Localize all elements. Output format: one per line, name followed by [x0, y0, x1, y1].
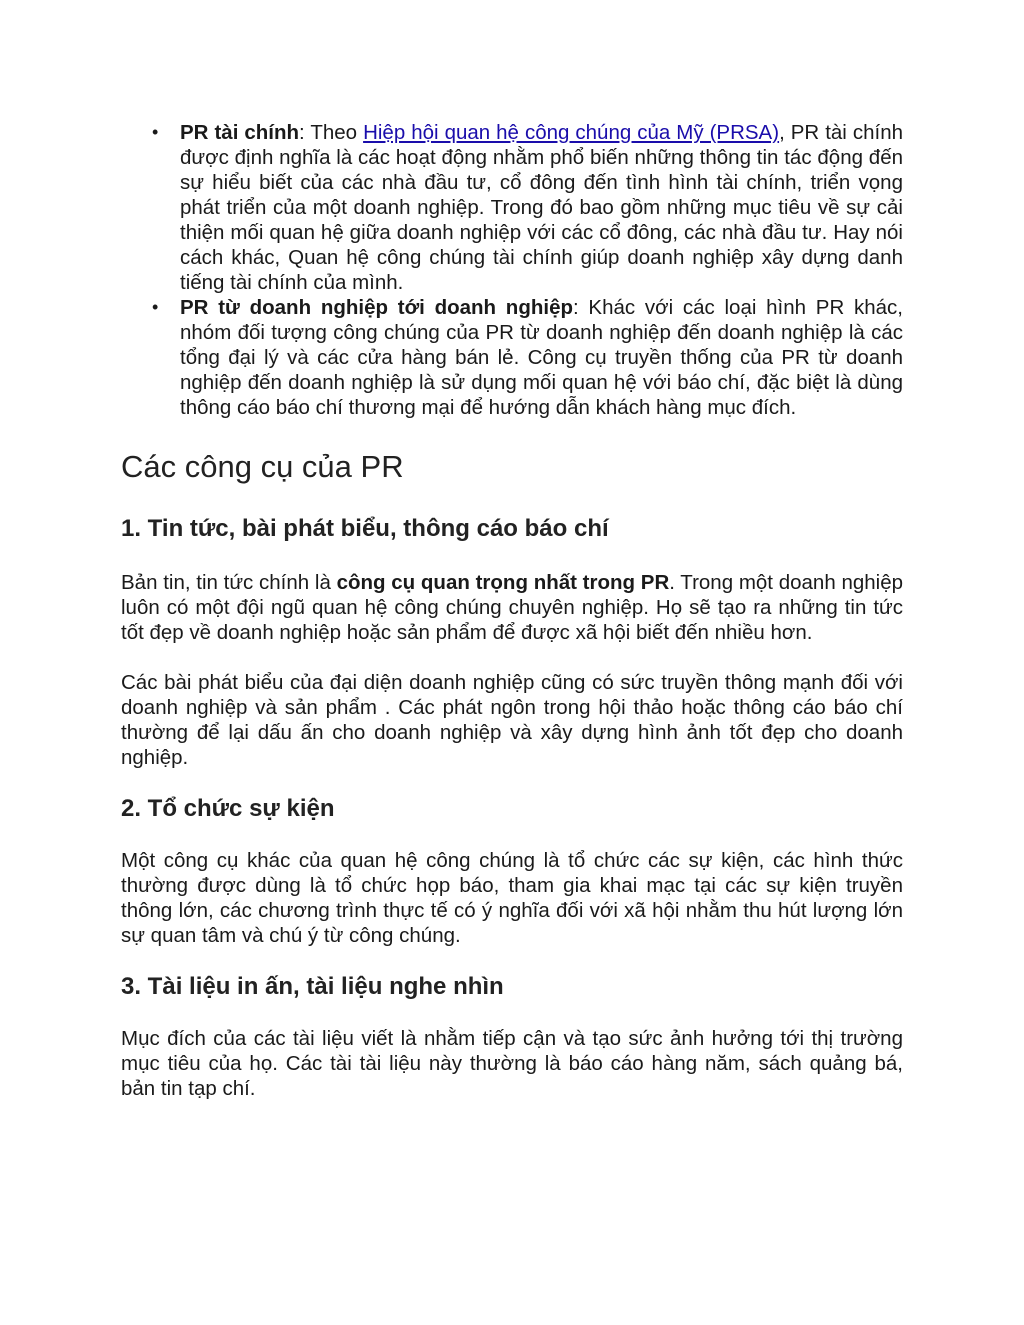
paragraph: Các bài phát biểu của đại diện doanh nghiệp cũng có sức truyền thông mạnh đối với doanh nghiệp và sản phẩm . Các phát ngôn trong hội thảo hoặc thông cáo báo chí thường để lại dấu ấn cho doanh nghiệp và xây dựng hình ảnh tốt đẹp cho doanh nghiệp.	[121, 671, 903, 769]
paragraph: Mục đích của các tài liệu viết là nhằm tiếp cận và tạo sức ảnh hưởng tới thị trường mục tiêu của họ. Các tài tài liệu này thường là báo cáo hàng năm, sách quảng bá, bản tin tạp chí.	[121, 1027, 903, 1100]
bullet-text: : Khác với các loại hình PR khác, nhóm đối tượng công chúng của PR từ doanh nghiệp đến doanh nghiệp là các tổng đại lý và các cửa hàng bán lẻ. Công cụ truyền thống của PR từ doanh nghiệp đến doanh nghiệp là sử dụng mối quan hệ với báo chí, đặc biệt là dùng thông cáo báo chí thương mại để hướng dẫn khách hàng mục đích.	[180, 296, 903, 419]
paragraph: Bản tin, tin tức chính là công cụ quan trọng nhất trong PR. Trong một doanh nghiệp luôn có một đội ngũ quan hệ công chúng chuyên nghiệp. Họ sẽ tạo ra những tin tức tốt đẹp về doanh nghiệp hoặc sản phẩm để được xã hội biết đến nhiều hơn.	[121, 571, 904, 644]
subsection-heading: 1. Tin tức, bài phát biểu, thông cáo báo chí	[121, 515, 609, 542]
bullet-term: PR tài chính	[180, 121, 300, 144]
bullet-term: PR từ doanh nghiệp tới doanh nghiệp	[180, 296, 573, 319]
bullet-icon: •	[152, 122, 159, 142]
bullet-text: , PR tài chính được định nghĩa là các hoạt động nhằm phổ biến những thông tin tác động đến sự hiểu biết của các nhà đầu tư, cổ đông đến tình hình tài chính, triển vọng phát triển của một doanh nghiệp. Trong đó bao gồm những mục tiêu về sự cải thiện mối quan hệ giữa doanh nghiệp với các cổ đông, các nhà đầu tư. Hay nói cách khác, Quan hệ công chúng tài chính giúp doanh nghiệp xây dựng danh tiếng tài chính của mình.	[180, 121, 903, 294]
emphasis-text: công cụ quan trọng nhất trong PR	[336, 571, 670, 594]
list-item	[121, 295, 903, 420]
bullet-list	[121, 120, 903, 420]
prsa-link[interactable]: Hiệp hội quan hệ công chúng của Mỹ (PRSA)	[363, 121, 780, 144]
subsection-heading: 2. Tổ chức sự kiện	[121, 795, 335, 822]
section-title: Các công cụ của PR	[121, 449, 404, 484]
list-item	[121, 120, 903, 295]
subsection-heading: 3. Tài liệu in ấn, tài liệu nghe nhìn	[121, 973, 504, 1000]
bullet-icon: •	[152, 297, 159, 317]
bullet-text: : Theo	[299, 121, 364, 144]
paragraph: Một công cụ khác của quan hệ công chúng là tổ chức các sự kiện, các hình thức thường được dùng là tổ chức họp báo, tham gia khai mạc tại các sự kiện truyền thông lớn, các chương trình thực tế có ý nghĩa đối với xã hội nhằm thu hút lượng lớn sự quan tâm và chú ý từ công chúng.	[121, 849, 903, 947]
document-page	[121, 120, 903, 1101]
